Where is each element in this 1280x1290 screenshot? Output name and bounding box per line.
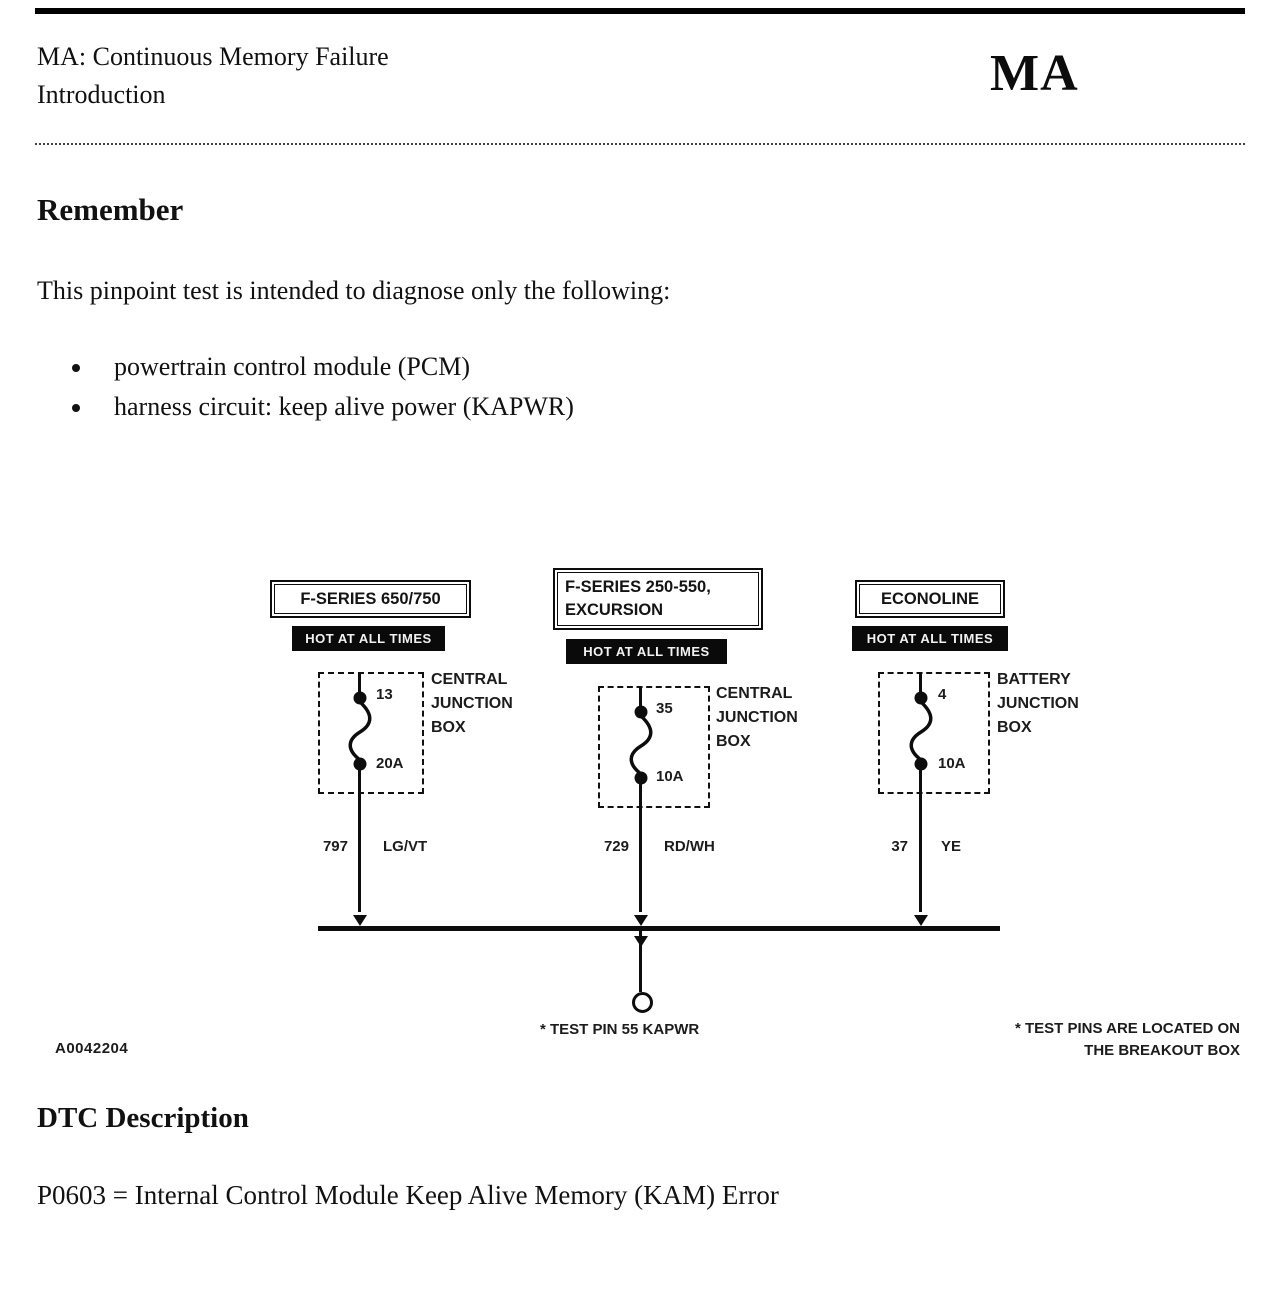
fuse-number: 4: [938, 686, 947, 703]
page-header: [37, 38, 389, 114]
circuit-number: 729: [603, 838, 629, 855]
top-rule: [35, 8, 1245, 14]
circuit-number: 797: [322, 838, 348, 855]
wire: [358, 760, 361, 912]
remember-heading: Remember: [37, 192, 184, 227]
vehicle-box: F-SERIES 650/750: [270, 580, 471, 618]
fuse-rating: 10A: [938, 755, 966, 772]
header-divider: [35, 143, 1245, 145]
wire: [919, 760, 922, 912]
page-title: MA: Continuous Memory Failure: [37, 42, 389, 71]
intro-paragraph: This pinpoint test is intended to diagnose only the following:: [37, 276, 671, 305]
fuse-rating: 10A: [656, 768, 684, 785]
wire-arrow-icon: [634, 915, 648, 926]
bus-bar: [318, 926, 1000, 931]
wire-arrow-icon: [353, 915, 367, 926]
wire-arrow-icon: [914, 915, 928, 926]
tap-line: [639, 931, 642, 992]
bullet-item: • harness circuit: keep alive power (KAPWR): [94, 392, 574, 422]
junction-box-label: CENTRAL JUNCTION BOX: [431, 671, 513, 736]
test-pin-circle-icon: [632, 992, 653, 1013]
fuse-number: 13: [376, 686, 393, 703]
vehicle-box: ECONOLINE: [855, 580, 1005, 618]
fuse-number: 35: [656, 700, 673, 717]
hot-at-all-times-label: HOT AT ALL TIMES: [566, 639, 727, 664]
vehicle-box: F-SERIES 250-550, EXCURSION: [553, 568, 763, 630]
junction-box-label: BATTERY JUNCTION BOX: [997, 671, 1079, 736]
junction-box-label: CENTRAL JUNCTION BOX: [716, 685, 798, 750]
breakout-note-line2: THE BREAKOUT BOX: [1084, 1042, 1240, 1059]
figure-id: A0042204: [55, 1040, 129, 1057]
fuse-rating: 20A: [376, 755, 404, 772]
breakout-note: [940, 1018, 1240, 1062]
hot-at-all-times-label: HOT AT ALL TIMES: [852, 626, 1008, 651]
bullet-list: [70, 352, 574, 432]
wire-color: RD/WH: [664, 838, 715, 855]
wire-color: LG/VT: [383, 838, 428, 855]
breakout-note-line1: * TEST PINS ARE LOCATED ON: [1014, 1020, 1240, 1037]
dtc-description: P0603 = Internal Control Module Keep Alive Memory (KAM) Error: [37, 1180, 779, 1210]
wire-color: YE: [941, 838, 962, 855]
bullet-item: • powertrain control module (PCM): [94, 352, 574, 382]
section-code: MA: [990, 45, 1079, 102]
test-pin-label: * TEST PIN 55 KAPWR: [540, 1021, 700, 1038]
hot-at-all-times-label: HOT AT ALL TIMES: [292, 626, 445, 651]
circuit-number: 37: [891, 838, 908, 855]
wire: [639, 774, 642, 912]
dtc-heading: DTC Description: [37, 1102, 249, 1134]
page-subtitle: Introduction: [37, 80, 166, 109]
